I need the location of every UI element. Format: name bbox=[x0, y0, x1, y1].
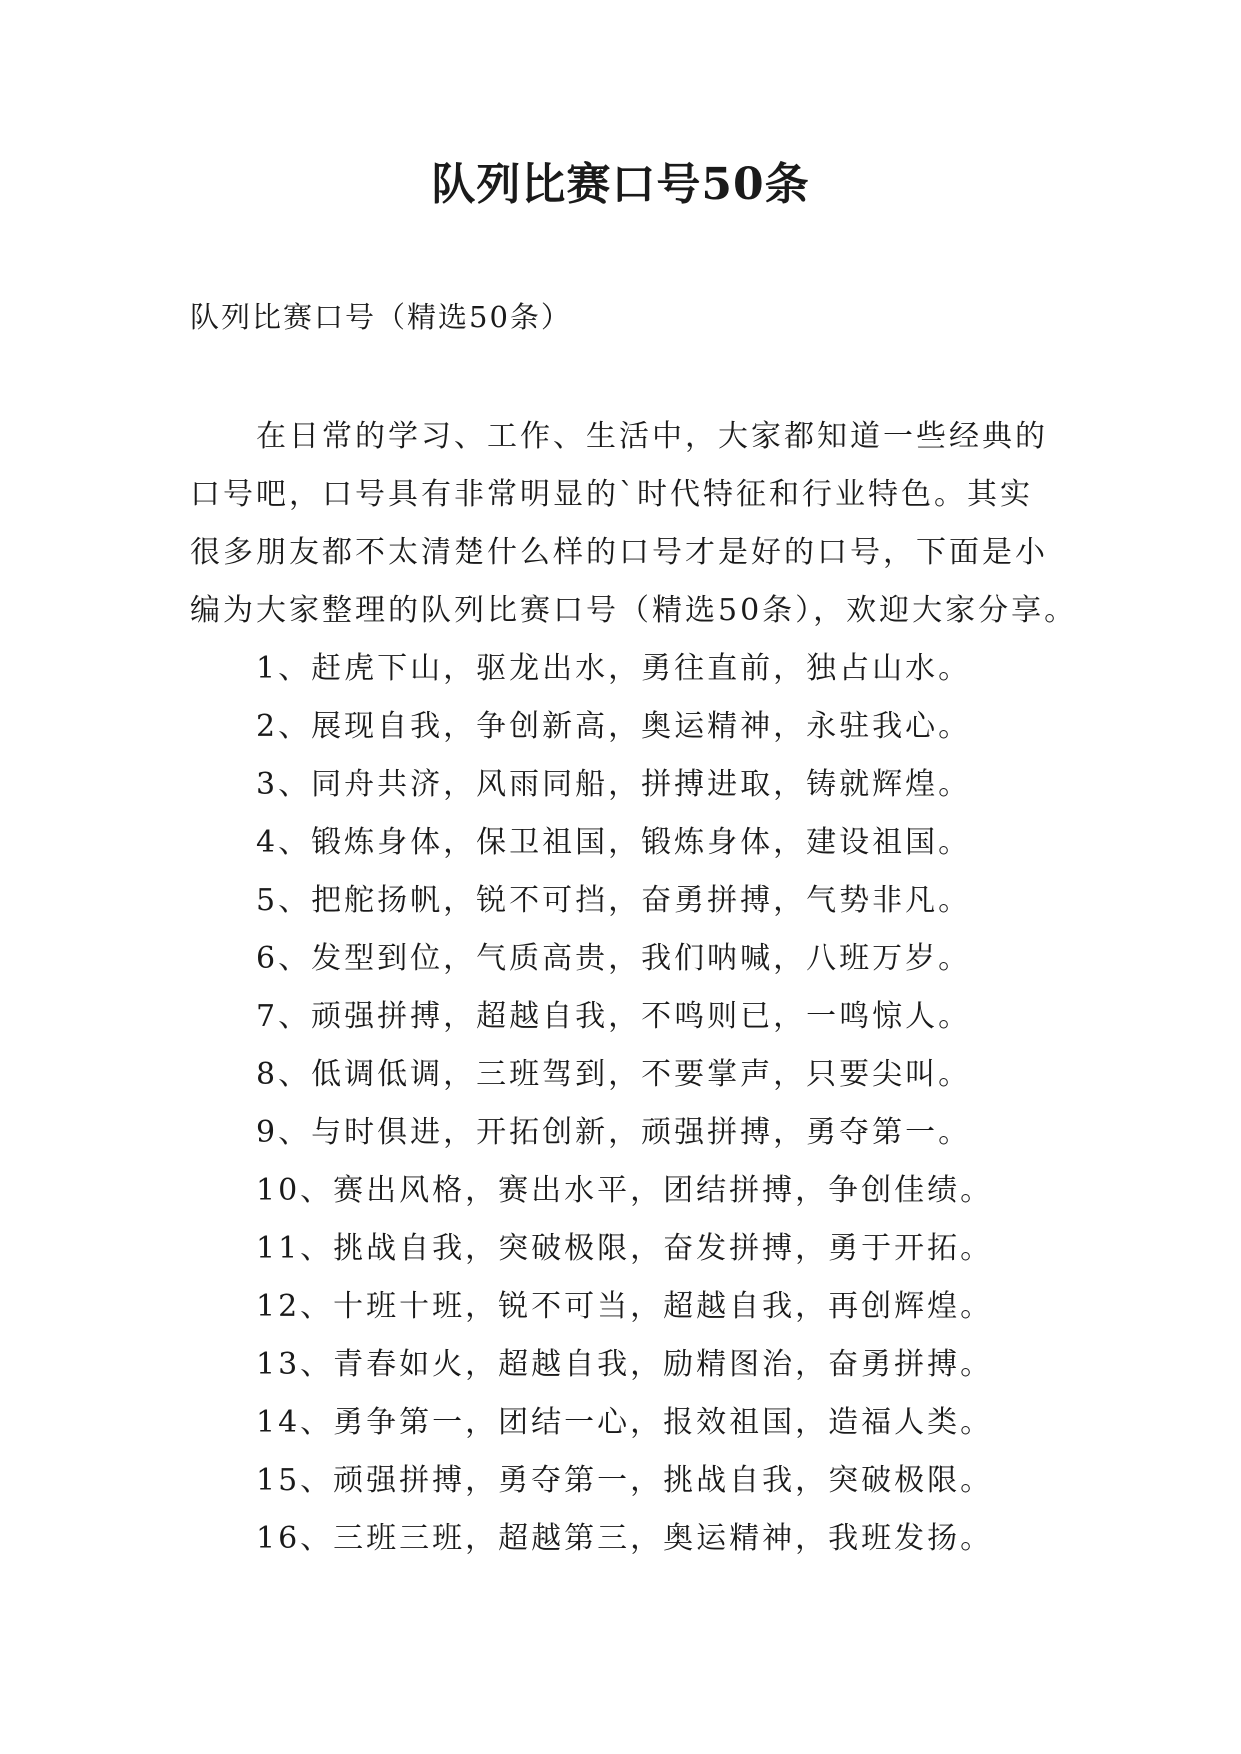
slogan-item: 4、锻炼身体，保卫祖国，锻炼身体，建设祖国。 bbox=[256, 825, 972, 860]
intro-line: 在日常的学习、工作、生活中，大家都知道一些经典的 bbox=[256, 419, 1048, 454]
slogan-item: 2、展现自我，争创新高，奥运精神，永驻我心。 bbox=[256, 709, 972, 744]
intro-line: 口号吧，口号具有非常明显的`时代特征和行业特色。其实 bbox=[190, 477, 1033, 512]
slogan-item: 11、挑战自我，突破极限，奋发拼搏，勇于开拓。 bbox=[256, 1231, 994, 1266]
slogan-item: 9、与时俱进，开拓创新，顽强拼搏，勇夺第一。 bbox=[256, 1115, 972, 1150]
intro-line: 编为大家整理的队列比赛口号（精选50条），欢迎大家分享。 bbox=[190, 593, 1078, 628]
intro-line: 很多朋友都不太清楚什么样的口号才是好的口号，下面是小 bbox=[190, 535, 1048, 570]
slogan-item: 1、赶虎下山，驱龙出水，勇往直前，独占山水。 bbox=[256, 651, 972, 686]
document-subtitle: 队列比赛口号（精选50条） bbox=[190, 300, 572, 334]
slogan-item: 7、顽强拼搏，超越自我，不鸣则已，一鸣惊人。 bbox=[256, 999, 972, 1034]
slogan-item: 13、青春如火，超越自我，励精图治，奋勇拼搏。 bbox=[256, 1347, 994, 1382]
slogan-item: 10、赛出风格，赛出水平，团结拼搏，争创佳绩。 bbox=[256, 1173, 994, 1208]
slogan-item: 15、顽强拼搏，勇夺第一，挑战自我，突破极限。 bbox=[256, 1463, 994, 1498]
slogan-list bbox=[256, 640, 993, 1568]
slogan-item: 6、发型到位，气质高贵，我们呐喊，八班万岁。 bbox=[256, 941, 972, 976]
slogan-item: 3、同舟共济，风雨同船，拼搏进取，铸就辉煌。 bbox=[256, 767, 972, 802]
slogan-item: 5、把舵扬帆，锐不可挡，奋勇拼搏，气势非凡。 bbox=[256, 883, 972, 918]
slogan-item: 8、低调低调，三班驾到，不要掌声，只要尖叫。 bbox=[256, 1057, 972, 1092]
slogan-item: 12、十班十班，锐不可当，超越自我，再创辉煌。 bbox=[256, 1289, 994, 1324]
slogan-item: 14、勇争第一，团结一心，报效祖国，造福人类。 bbox=[256, 1405, 994, 1440]
slogan-item: 16、三班三班，超越第三，奥运精神，我班发扬。 bbox=[256, 1521, 994, 1556]
intro-paragraph bbox=[190, 408, 1078, 640]
document-title: 队列比赛口号50条 bbox=[431, 159, 810, 210]
